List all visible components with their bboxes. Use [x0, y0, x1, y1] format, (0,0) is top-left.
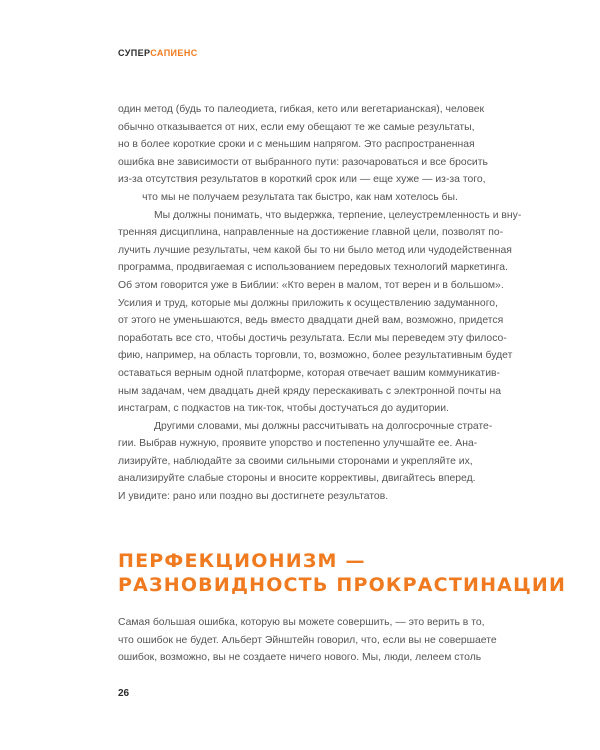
- text-line: Об этом говорится уже в Библии: «Кто верен в малом, тот верен и в большом».: [118, 279, 504, 291]
- text-line: Другими словами, мы должны рассчитывать на долгосрочные страте-: [154, 420, 493, 432]
- paragraph-3: [118, 418, 493, 506]
- text-line: ошибка вне зависимости от выбранного пути: разочароваться и все бросить: [118, 156, 488, 168]
- page-number: 26: [118, 688, 130, 699]
- text-line: но в более короткие сроки и с меньшим напрягом. Это распространенная: [118, 139, 475, 151]
- paragraph-1: [118, 101, 488, 207]
- text-line: лучить лучшие результаты, чем какой бы то ни было метод или чудодейственная: [118, 244, 512, 256]
- section-text: [118, 614, 497, 667]
- section-heading-line: ПЕРФЕКЦИОНИЗМ —: [118, 550, 366, 572]
- text-line: что мы не получаем результата так быстро, как нам хотелось бы.: [142, 191, 458, 203]
- text-line: фию, например, на область торговли, то, возможно, более результативным будет: [118, 350, 513, 362]
- text-line: программа, продвигаемая с использованием передовых технологий маркетинга.: [118, 262, 508, 274]
- text-line: что ошибок не будет. Альберт Эйнштейн говорил, что, если вы не совершаете: [118, 634, 497, 646]
- body-text: [118, 101, 522, 506]
- text-line: Самая большая ошибка, которую вы можете совершить, — это верить в то,: [118, 617, 485, 628]
- text-line: от этого не уменьшаются, ведь вместо двадцати дней вам, возможно, придется: [118, 315, 504, 327]
- text-line: Усилия и труд, которые мы должны приложить к осуществлению задуманного,: [118, 297, 498, 309]
- section-heading-line: РАЗНОВИДНОСТЬ ПРОКРАСТИНАЦИИ: [118, 574, 567, 596]
- text-line: обычно отказывается от них, если ему обещают те же самые результаты,: [118, 121, 475, 133]
- section-heading: [118, 549, 567, 597]
- running-header-part-b: САПИЕНС: [150, 48, 198, 58]
- running-header-part-a: СУПЕР: [118, 48, 151, 58]
- text-line: ным задачам, чем двадцать дней кряду перескакивать с электронной почты на: [118, 385, 502, 397]
- text-line: анализируйте слабые стороны и вносите коррективы, двигайтесь вперед.: [118, 473, 476, 485]
- text-line: Мы должны понимать, что выдержка, терпение, целеустремленность и вну-: [154, 209, 522, 221]
- running-header: [118, 48, 198, 58]
- text-line: ошибок, возможно, вы не создаете ничего нового. Мы, люди, лелеем столь: [118, 652, 482, 664]
- text-line: И увидите: рано или поздно вы достигнете результатов.: [118, 491, 389, 503]
- text-line: поработать все сто, чтобы достичь результата. Если мы переведем эту филосо-: [118, 332, 507, 344]
- paragraph-2: [118, 207, 522, 418]
- text-line: лизируйте, наблюдайте за своими сильными сторонами и укрепляйте их,: [118, 455, 473, 467]
- text-line: инстаграм, с подкастов на тик-ток, чтобы достучаться до аудитории.: [118, 403, 449, 415]
- text-line: гии. Выбрав нужную, проявите упорство и постепенно улучшайте ее. Ана-: [118, 438, 478, 450]
- text-line: один метод (будь то палеодиета, гибкая, кето или вегетарианская), человек: [118, 104, 485, 115]
- text-line: из-за отсутствия результатов в короткий срок или — еще хуже — из-за того,: [118, 174, 486, 186]
- text-line: оставаться верным одной платформе, которая отвечает вашим коммуникатив-: [118, 367, 500, 379]
- text-line: тренняя дисциплина, направленные на достижение главной цели, позволят по-: [118, 227, 504, 239]
